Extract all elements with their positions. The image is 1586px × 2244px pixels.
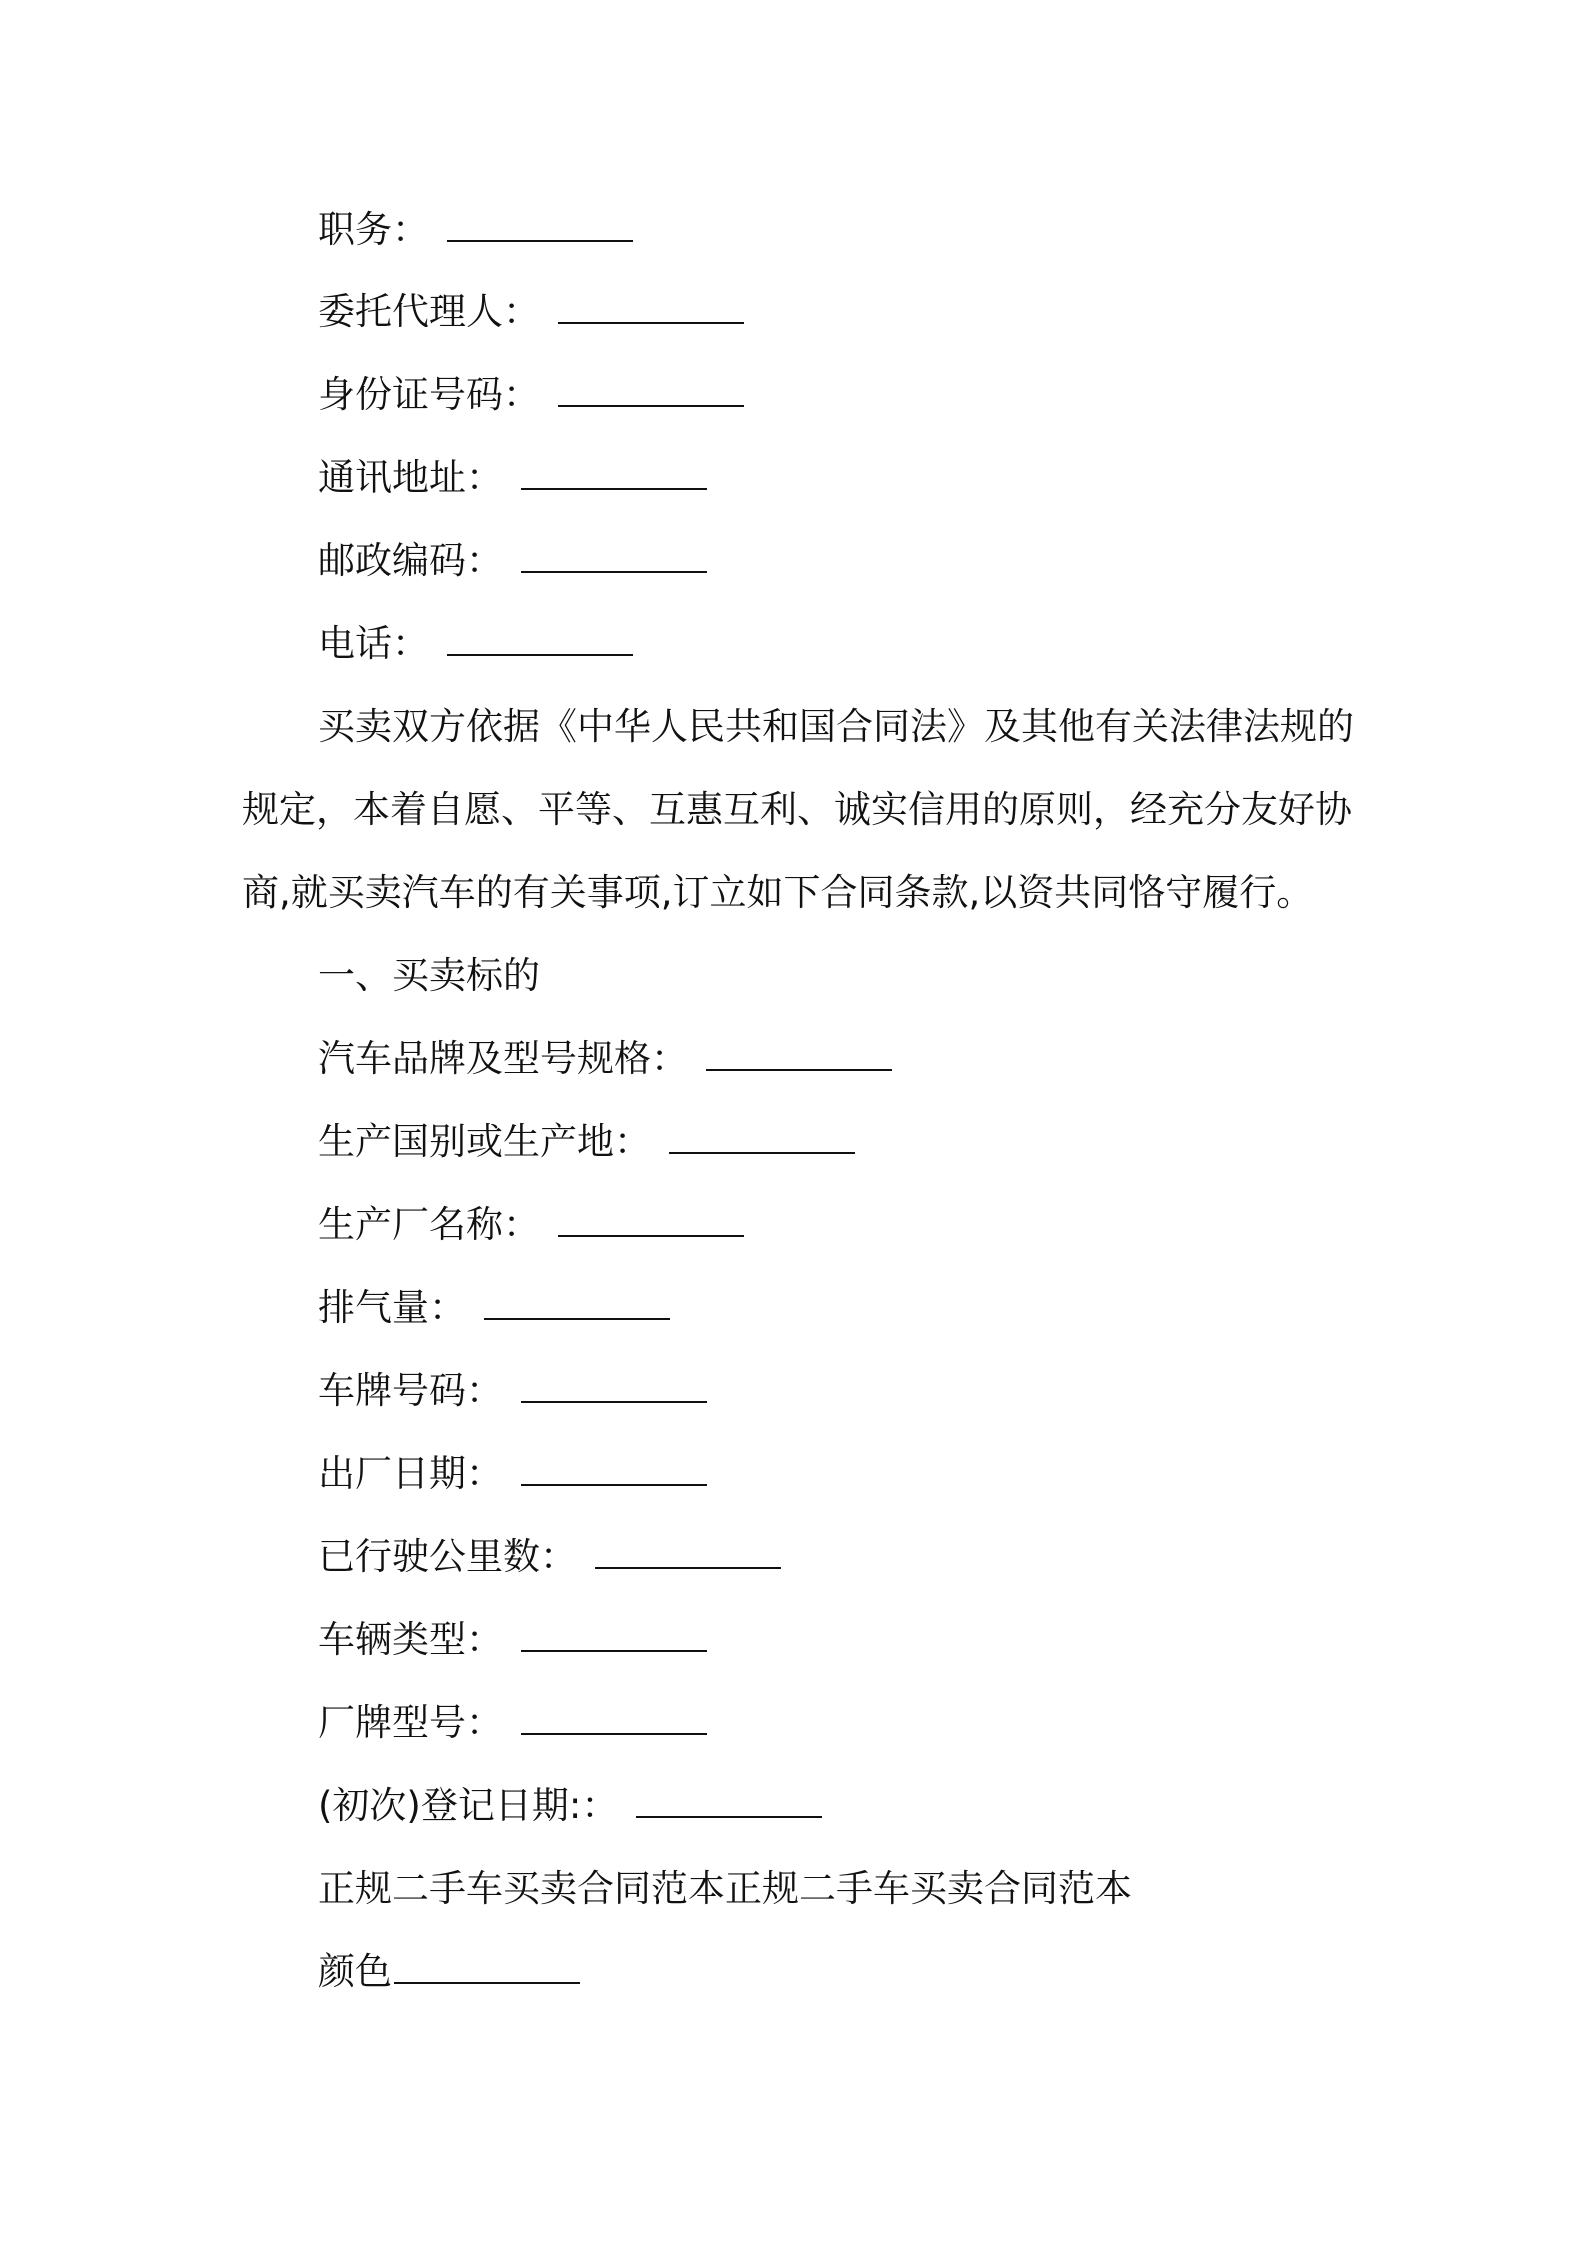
field-agent [318, 286, 744, 338]
fill-blank [521, 537, 707, 573]
fill-blank [636, 1782, 822, 1818]
section-heading: 一、买卖标的 [318, 954, 540, 997]
field-production-date [318, 1448, 707, 1500]
field-label: 车辆类型： [318, 1618, 503, 1661]
fill-blank [558, 1201, 744, 1237]
field-phone [318, 618, 633, 670]
field-label: 厂牌型号： [318, 1701, 503, 1744]
fill-blank [394, 1948, 580, 1984]
paragraph-line-2: 规定，本着自愿、平等、互惠互利、诚实信用的原则，经充分友好协 [242, 788, 1352, 831]
contract-title-line: 正规二手车买卖合同范本正规二手车买卖合同范本 [318, 1867, 1132, 1910]
field-displacement [318, 1282, 670, 1334]
field-factory-model [318, 1697, 707, 1749]
fill-blank [447, 206, 633, 242]
field-postal-code [318, 535, 707, 587]
field-label: 职务： [318, 208, 429, 251]
field-color [318, 1946, 580, 1998]
field-label: (初次)登记日期:： [318, 1784, 619, 1827]
field-brand-model [318, 1033, 892, 1085]
field-label: 出厂日期： [318, 1452, 503, 1495]
field-mileage [318, 1531, 781, 1583]
fill-blank [706, 1035, 892, 1071]
fill-blank [558, 371, 744, 407]
field-label: 颜色 [318, 1950, 392, 1993]
field-manufacturer [318, 1199, 744, 1251]
field-label: 汽车品牌及型号规格： [318, 1037, 688, 1080]
paragraph-line-3: 商,就买卖汽车的有关事项,订立如下合同条款,以资共同恪守履行。 [242, 871, 1314, 914]
field-vehicle-type [318, 1614, 707, 1666]
field-label: 通讯地址： [318, 456, 503, 499]
paragraph-line-1: 买卖双方依据《中华人民共和国合同法》及其他有关法律法规的 [318, 705, 1354, 748]
field-position [318, 204, 633, 256]
field-label: 身份证号码： [318, 373, 540, 416]
field-plate-number [318, 1365, 707, 1417]
fill-blank [669, 1118, 855, 1154]
field-label: 排气量： [318, 1286, 466, 1329]
fill-blank [521, 454, 707, 490]
field-label: 已行驶公里数： [318, 1535, 577, 1578]
field-address [318, 452, 707, 504]
fill-blank [484, 1284, 670, 1320]
field-label: 邮政编码： [318, 539, 503, 582]
fill-blank [558, 288, 744, 324]
field-label: 生产国别或生产地： [318, 1120, 651, 1163]
field-label: 委托代理人： [318, 290, 540, 333]
field-label: 车牌号码： [318, 1369, 503, 1412]
fill-blank [521, 1367, 707, 1403]
fill-blank [521, 1450, 707, 1486]
fill-blank [595, 1533, 781, 1569]
field-label: 生产厂名称： [318, 1203, 540, 1246]
fill-blank [447, 620, 633, 656]
fill-blank [521, 1699, 707, 1735]
field-id-number [318, 369, 744, 421]
field-origin [318, 1116, 855, 1168]
fill-blank [521, 1616, 707, 1652]
field-registration-date [318, 1780, 822, 1832]
field-label: 电话： [318, 622, 429, 665]
